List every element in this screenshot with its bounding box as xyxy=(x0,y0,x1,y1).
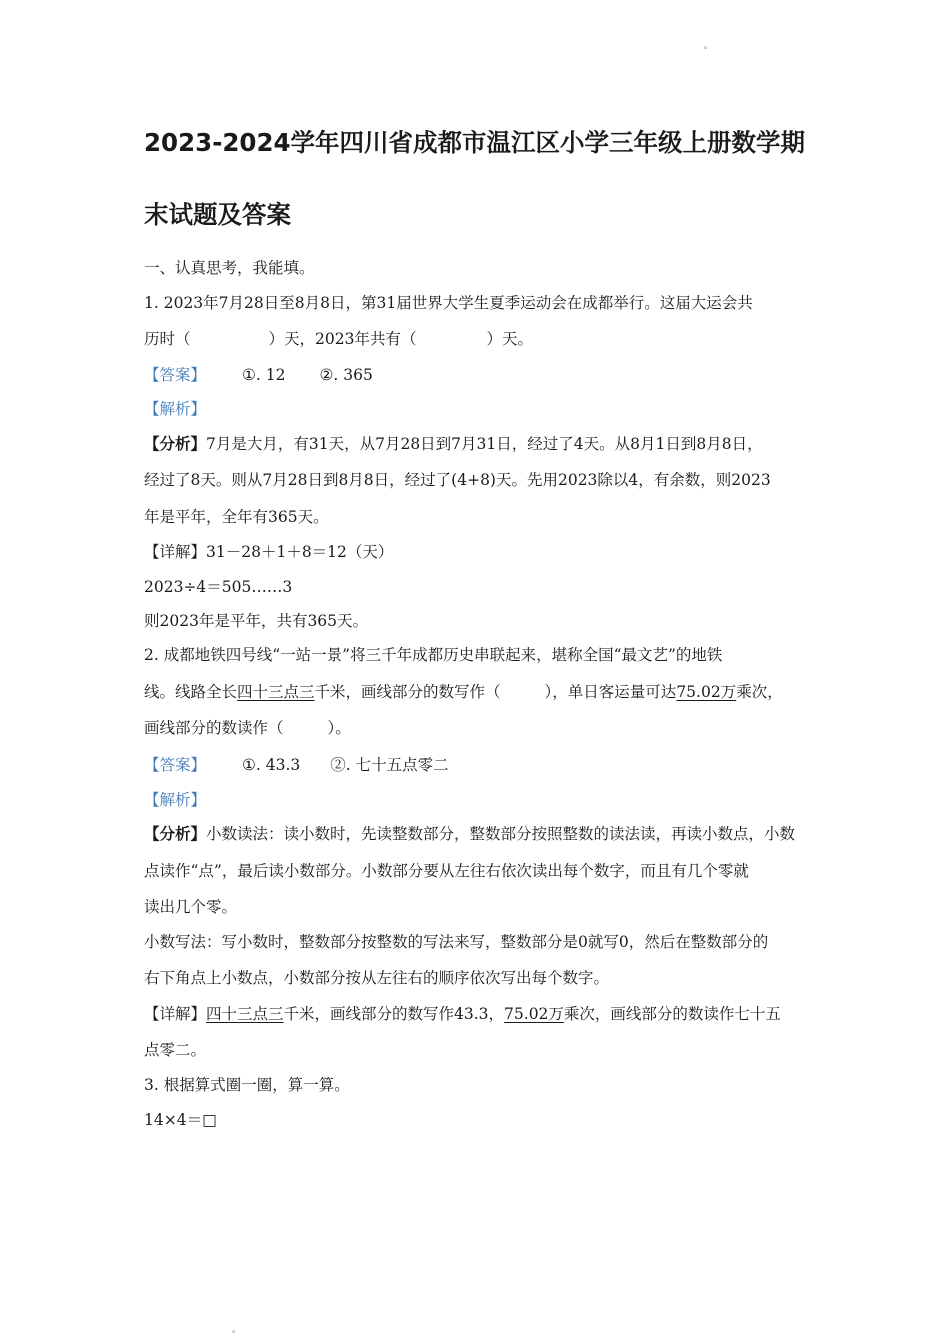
fenxi-tag: 【分析】 xyxy=(144,434,207,453)
q3-line1: 3. 根据算式圈一圈，算一算。 xyxy=(144,1076,350,1094)
underlined-number-1: 四十三点三 xyxy=(206,1005,284,1023)
xiangjie-tag: 【详解】 xyxy=(144,1005,207,1023)
answer-2: ②. 七十五点零二 xyxy=(330,756,449,774)
q1-analysis-line3: 年是平年，全年有365天。 xyxy=(144,508,329,526)
q2-detail-line1: 【详解】四十三点三千米，画线部分的数写作43.3，75.02万乘次，画线部分的数读作七十五 xyxy=(144,1005,781,1023)
q1-detail-line3: 则2023年是平年，共有365天。 xyxy=(144,612,369,630)
q1-answer xyxy=(144,364,373,386)
answer-1: ①. 43.3 xyxy=(242,756,301,774)
q3-equation: 14×4＝□ xyxy=(144,1111,217,1129)
section-heading: 一、认真思考，我能填。 xyxy=(144,259,315,277)
q2-analysis-line5: 右下角点上小数点，小数部分按从左往右的顺序依次写出每个数字。 xyxy=(144,969,610,987)
q1-detail-line1: 【详解】31－28＋1＋8＝12（天） xyxy=(144,543,394,561)
answer-tag: 【答案】 xyxy=(144,366,207,384)
q2-jiexi-tag: 【解析】 xyxy=(144,791,207,809)
xiangjie-tag: 【详解】 xyxy=(144,543,207,561)
footer-mark: 。 xyxy=(232,1325,242,1335)
q1-analysis-line1: 【分析】7月是大月，有31天，从7月28日到7月31日，经过了4天。从8月1日到8月8日， xyxy=(144,434,763,453)
document-title-line2: 末试题及答案 xyxy=(144,200,291,229)
q1-line2: 历时（ ）天，2023年共有（ ）天。 xyxy=(144,330,533,348)
q2-analysis-line3: 读出几个零。 xyxy=(144,898,238,916)
q2-analysis-line2: 点读作“点”，最后读小数部分。小数部分要从左往右依次读出每个数字，而且有几个零就 xyxy=(144,862,749,880)
q1-jiexi-tag: 【解析】 xyxy=(144,400,207,418)
fenxi-tag: 【分析】 xyxy=(144,824,207,843)
q2-detail-line2: 点零二。 xyxy=(144,1041,207,1059)
q1-detail-line2: 2023÷4＝505……3 xyxy=(144,578,293,596)
q2-line2: 线。线路全长四十三点三千米，画线部分的数写作（ ），单日客运量可达75.02万乘次， xyxy=(144,683,783,701)
underlined-number-2: 75.02万 xyxy=(504,1005,564,1023)
q1-line1: 1. 2023年7月28日至8月8日，第31届世界大学生夏季运动会在成都举行。这届大运会共 xyxy=(144,294,753,312)
underlined-number-2: 75.02万 xyxy=(676,683,737,701)
q2-analysis-line4: 小数写法：写小数时，整数部分按整数的写法来写，整数部分是0就写0，然后在整数部分的 xyxy=(144,933,769,951)
underlined-number-1: 四十三点三 xyxy=(237,683,315,701)
q2-answer xyxy=(144,754,449,776)
answer-1: ①. 12 xyxy=(242,366,286,384)
header-mark: 。 xyxy=(704,41,714,51)
q2-line3: 画线部分的数读作（ ）。 xyxy=(144,719,351,737)
q2-analysis-line1: 【分析】小数读法：读小数时，先读整数部分，整数部分按照整数的读法读，再读小数点，小数 xyxy=(144,824,796,843)
q1-analysis-line2: 经过了8天。则从7月28日到8月8日，经过了(4+8)天。先用2023除以4，有余数，则2023 xyxy=(144,471,771,489)
q2-line1: 2. 成都地铁四号线“一站一景”将三千年成都历史串联起来，堪称全国“最文艺”的地铁 xyxy=(144,646,723,664)
document-title-line1: 2023-2024学年四川省成都市温江区小学三年级上册数学期 xyxy=(144,128,806,157)
answer-2: ②. 365 xyxy=(319,366,373,384)
answer-tag: 【答案】 xyxy=(144,756,207,774)
